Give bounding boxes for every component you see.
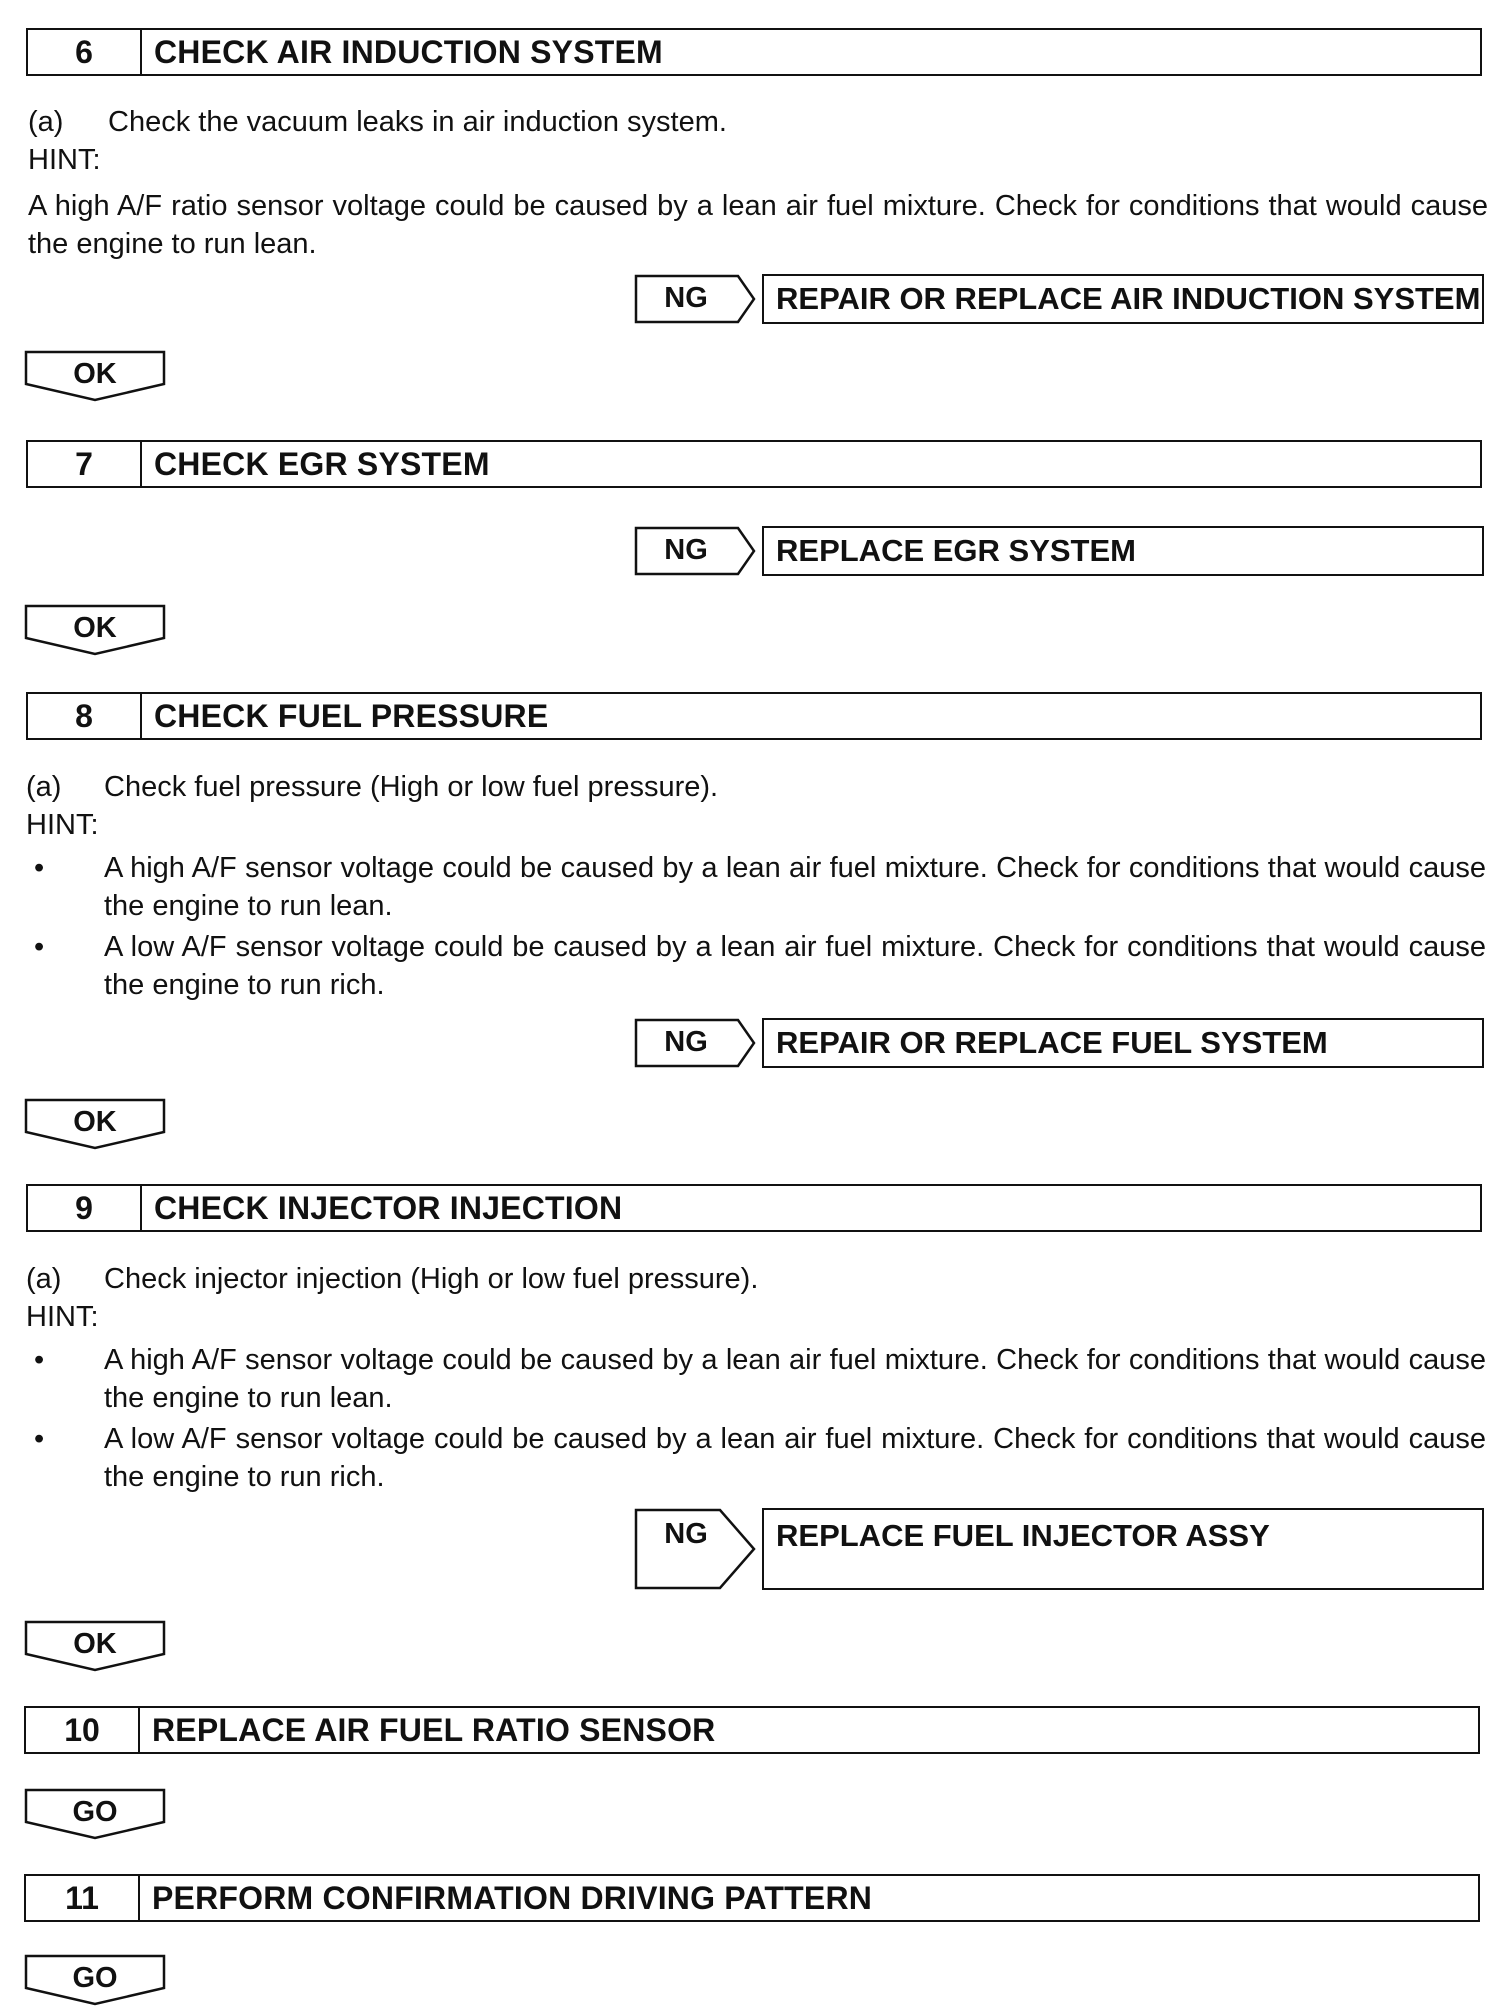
- ng-indicator: [634, 526, 758, 576]
- ok-label: OK: [73, 1628, 117, 1660]
- step-number: 7: [28, 442, 142, 486]
- bullet-text: A high A/F sensor voltage could be caused by a lean air fuel mixture. Check for conditions that would cause the engine to run lean.: [104, 1344, 1486, 1414]
- bullet-text: A high A/F sensor voltage could be caused by a lean air fuel mixture. Check for conditions that would cause the engine to run lean.: [104, 852, 1486, 922]
- ok-tab: [24, 604, 166, 656]
- ng-indicator: [634, 1018, 758, 1068]
- step-number: 11: [26, 1876, 140, 1920]
- ok-tab: [24, 350, 166, 402]
- ng-label: NG: [664, 1518, 708, 1550]
- item-label: (a): [26, 771, 62, 803]
- step-title: PERFORM CONFIRMATION DRIVING PATTERN: [152, 1879, 873, 1916]
- step-number: 9: [28, 1186, 142, 1230]
- ok-label: OK: [73, 612, 117, 644]
- step-number: 6: [28, 30, 142, 74]
- item-label: (a): [26, 1263, 62, 1295]
- go-tab: [24, 1788, 166, 1840]
- item-label: (a): [28, 106, 64, 138]
- ng-label: NG: [664, 1026, 708, 1058]
- item-text: Check fuel pressure (High or low fuel pressure).: [104, 771, 719, 803]
- hint-label: HINT:: [26, 1301, 99, 1333]
- ng-result: REPLACE FUEL INJECTOR ASSY: [762, 1508, 1484, 1590]
- ok-tab: [24, 1098, 166, 1150]
- go-tab: [24, 1954, 166, 2006]
- step-title: CHECK EGR SYSTEM: [154, 445, 490, 482]
- ng-indicator: [634, 274, 758, 324]
- ng-result: REPLACE EGR SYSTEM: [762, 526, 1484, 576]
- item-text: Check the vacuum leaks in air induction system.: [108, 106, 727, 138]
- bullet-icon: •: [34, 852, 45, 884]
- go-label: GO: [72, 1796, 118, 1828]
- step-6-header: [26, 28, 1482, 76]
- step-8-header: [26, 692, 1482, 740]
- bullet-icon: •: [34, 1423, 45, 1455]
- bullet-text: A low A/F sensor voltage could be caused by a lean air fuel mixture. Check for conditions that would cause the engine to run rich.: [104, 931, 1486, 1001]
- ng-result: REPAIR OR REPLACE FUEL SYSTEM: [762, 1018, 1484, 1068]
- ng-label: NG: [664, 534, 708, 566]
- step-11-header: [24, 1874, 1480, 1922]
- bullet-icon: •: [34, 931, 45, 963]
- step-title: REPLACE AIR FUEL RATIO SENSOR: [152, 1711, 716, 1748]
- ng-result: REPAIR OR REPLACE AIR INDUCTION SYSTEM: [762, 274, 1484, 324]
- bullet-text: A low A/F sensor voltage could be caused by a lean air fuel mixture. Check for conditions that would cause the engine to run rich.: [104, 1423, 1486, 1493]
- ok-label: OK: [73, 358, 117, 390]
- ng-indicator: [634, 1508, 758, 1590]
- step-number: 8: [28, 694, 142, 738]
- step-10-header: [24, 1706, 1480, 1754]
- go-label: GO: [72, 1962, 118, 1994]
- step-title: CHECK INJECTOR INJECTION: [154, 1189, 623, 1226]
- ok-label: OK: [73, 1106, 117, 1138]
- step-title: CHECK FUEL PRESSURE: [154, 697, 549, 734]
- item-text: Check injector injection (High or low fuel pressure).: [104, 1263, 759, 1295]
- hint-label: HINT:: [28, 144, 101, 176]
- step-title: CHECK AIR INDUCTION SYSTEM: [154, 33, 663, 70]
- step-7-header: [26, 440, 1482, 488]
- step-9-header: [26, 1184, 1482, 1232]
- ok-tab: [24, 1620, 166, 1672]
- step-number: 10: [26, 1708, 140, 1752]
- hint-label: HINT:: [26, 809, 99, 841]
- ng-label: NG: [664, 282, 708, 314]
- bullet-icon: •: [34, 1344, 45, 1376]
- hint-text: A high A/F ratio sensor voltage could be caused by a lean air fuel mixture. Check for conditions that would cause the engine to run lean.: [28, 190, 1488, 260]
